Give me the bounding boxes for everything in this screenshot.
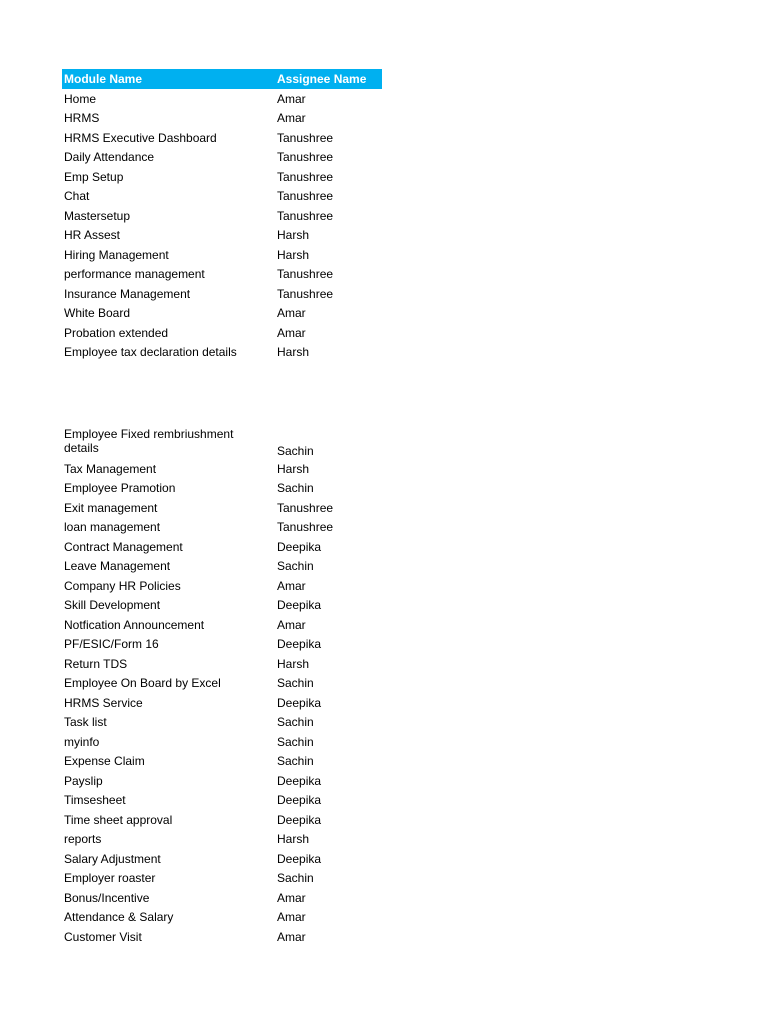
assignee-name-cell: Amar	[277, 578, 306, 593]
assignee-name-cell: Tanushree	[277, 150, 334, 165]
module-name-cell: HRMS Service	[64, 695, 143, 710]
table-row	[62, 810, 382, 830]
module-name-cell: myinfo	[64, 734, 100, 749]
module-name-cell: Daily Attendance	[64, 150, 155, 165]
module-name-cell: Employee Pramotion	[64, 481, 176, 496]
table-group-2	[62, 425, 382, 947]
table-row	[62, 537, 382, 557]
table-row	[62, 128, 382, 148]
assignee-name-cell: Tanushree	[277, 500, 334, 515]
table-row	[62, 674, 382, 694]
module-name-cell: Return TDS	[64, 656, 128, 671]
table-row	[62, 245, 382, 265]
table-row	[62, 830, 382, 850]
assignee-name-cell: Deepika	[277, 812, 322, 827]
assignee-name-cell: Tanushree	[277, 169, 334, 184]
module-name-cell: Hiring Management	[64, 247, 169, 262]
assignee-name-cell: Deepika	[277, 598, 322, 613]
table-row	[62, 459, 382, 479]
table-row	[62, 596, 382, 616]
assignee-name-cell: Tanushree	[277, 286, 334, 301]
assignee-name-cell: Harsh	[277, 656, 310, 671]
assignee-name-cell: Sachin	[277, 676, 314, 691]
table-row	[62, 89, 382, 109]
assignee-name-cell: Deepika	[277, 695, 322, 710]
table-row	[62, 187, 382, 207]
table-row	[62, 518, 382, 538]
assignee-name-cell: Amar	[277, 91, 306, 106]
module-name-cell: Probation extended	[64, 325, 169, 340]
module-name-cell: Chat	[64, 189, 90, 204]
module-name-cell: HRMS	[64, 111, 100, 126]
table-row	[62, 304, 382, 324]
module-assignee-table	[62, 69, 382, 947]
module-name-cell: HR Assest	[64, 228, 121, 243]
assignee-name-cell: Tanushree	[277, 130, 334, 145]
assignee-name-cell: Deepika	[277, 773, 322, 788]
module-name-cell: Emp Setup	[64, 169, 124, 184]
assignee-name-cell: Sachin	[277, 444, 314, 458]
table-row	[62, 693, 382, 713]
module-name-cell: Company HR Policies	[64, 578, 181, 593]
blank-rows	[62, 362, 382, 425]
assignee-name-cell: Amar	[277, 111, 306, 126]
table-row	[62, 323, 382, 343]
assignee-name-cell: Tanushree	[277, 189, 334, 204]
assignee-name-cell: Sachin	[277, 871, 314, 886]
assignee-name-cell: Harsh	[277, 228, 310, 243]
table-row	[62, 479, 382, 499]
table-header-row	[62, 69, 382, 89]
module-name-cell: Bonus/Incentive	[64, 890, 150, 905]
table-row	[62, 713, 382, 733]
table-row	[62, 576, 382, 596]
table-row	[62, 927, 382, 947]
module-name-cell: White Board	[64, 306, 131, 321]
module-name-cell: Task list	[64, 715, 107, 730]
assignee-name-cell: Amar	[277, 929, 306, 944]
module-name-cell: Employee On Board by Excel	[64, 676, 221, 691]
module-name-cell: Exit management	[64, 500, 158, 515]
assignee-name-cell: Sachin	[277, 734, 314, 749]
assignee-name-cell: Deepika	[277, 539, 322, 554]
module-name-cell: Time sheet approval	[64, 812, 173, 827]
module-name-cell: Contract Management	[64, 539, 183, 554]
assignee-name-cell: Deepika	[277, 851, 322, 866]
assignee-name-cell: Sachin	[277, 481, 314, 496]
table-row	[62, 284, 382, 304]
table-row	[62, 226, 382, 246]
module-name-cell: Salary Adjustment	[64, 851, 161, 866]
module-name-cell: Skill Development	[64, 598, 161, 613]
assignee-name-cell: Amar	[277, 910, 306, 925]
module-name-cell: Customer Visit	[64, 929, 142, 944]
assignee-name-cell: Sachin	[277, 715, 314, 730]
table-row	[62, 557, 382, 577]
assignee-name-cell: Harsh	[277, 461, 310, 476]
assignee-name-cell: Harsh	[277, 345, 310, 360]
assignee-name-cell: Sachin	[277, 754, 314, 769]
module-name-cell: Notfication Announcement	[64, 617, 205, 632]
assignee-name-cell: Sachin	[277, 559, 314, 574]
table-row	[62, 148, 382, 168]
table-row	[62, 849, 382, 869]
module-name-cell: HRMS Executive Dashboard	[64, 130, 217, 145]
module-name-cell: Tax Management	[64, 461, 157, 476]
table-row	[62, 343, 382, 363]
module-name-cell: Employee Fixed rembriushment details	[64, 427, 234, 455]
module-name-cell: Mastersetup	[64, 208, 131, 223]
assignee-name-cell: Amar	[277, 617, 306, 632]
table-row	[62, 869, 382, 889]
table-row	[62, 908, 382, 928]
module-name-cell: loan management	[64, 520, 161, 535]
table-row	[62, 109, 382, 129]
module-name-cell: Timsesheet	[64, 793, 126, 808]
module-name-cell: Expense Claim	[64, 754, 145, 769]
table-row	[62, 265, 382, 285]
assignee-name-cell: Tanushree	[277, 208, 334, 223]
module-name-cell: Home	[64, 91, 97, 106]
table-row	[62, 752, 382, 772]
module-name-cell: reports	[64, 832, 102, 847]
assignee-name-cell: Deepika	[277, 637, 322, 652]
module-name-cell: Insurance Management	[64, 286, 191, 301]
assignee-name-cell: Tanushree	[277, 520, 334, 535]
assignee-name-cell: Deepika	[277, 793, 322, 808]
assignee-name-cell: Amar	[277, 325, 306, 340]
module-name-cell: Employer roaster	[64, 871, 156, 886]
table-row	[62, 615, 382, 635]
table-row	[62, 654, 382, 674]
module-name-cell: PF/ESIC/Form 16	[64, 637, 159, 652]
table-row	[62, 498, 382, 518]
module-name-cell: Payslip	[64, 773, 103, 788]
module-name-cell: Employee tax declaration details	[64, 345, 237, 360]
table-row	[62, 732, 382, 752]
table-row	[62, 791, 382, 811]
assignee-name-cell: Harsh	[277, 247, 310, 262]
table-row	[62, 206, 382, 226]
table-row	[62, 888, 382, 908]
assignee-name-cell: Harsh	[277, 832, 310, 847]
table-row	[62, 425, 382, 459]
module-name-header: Module Name	[64, 72, 143, 86]
module-name-cell: performance management	[64, 267, 205, 282]
table-row	[62, 167, 382, 187]
assignee-name-cell: Amar	[277, 306, 306, 321]
table-row	[62, 635, 382, 655]
assignee-name-header: Assignee Name	[277, 72, 367, 86]
module-name-cell: Attendance & Salary	[64, 910, 174, 925]
module-name-cell: Leave Management	[64, 559, 171, 574]
table-row	[62, 771, 382, 791]
assignee-name-cell: Tanushree	[277, 267, 334, 282]
table-group-1	[62, 89, 382, 362]
assignee-name-cell: Amar	[277, 890, 306, 905]
